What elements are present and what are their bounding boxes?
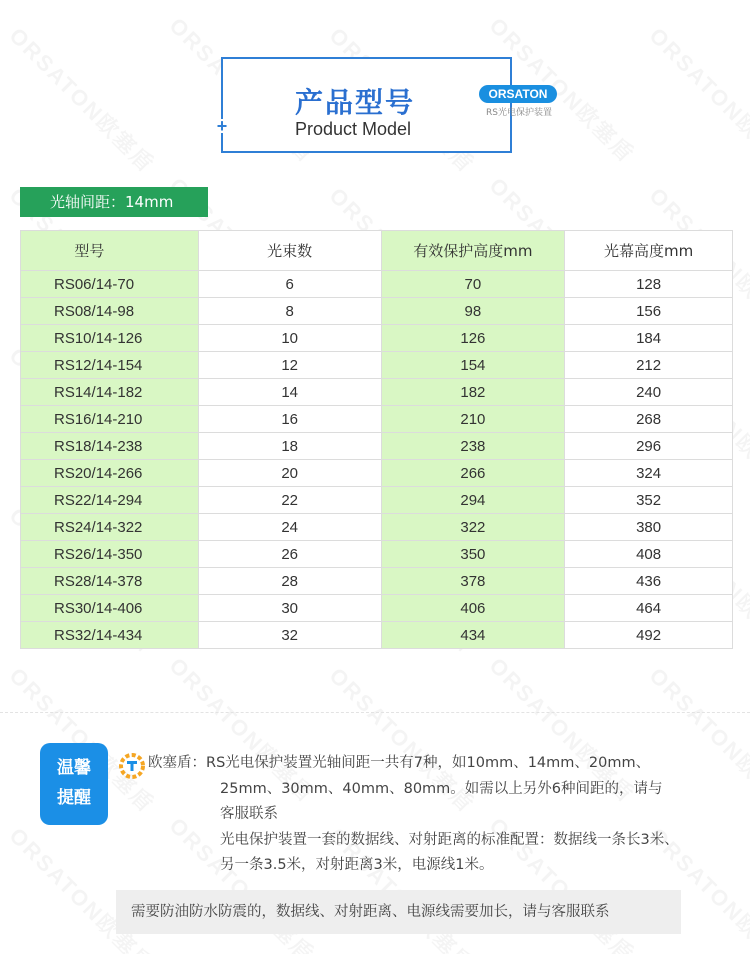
header-model: 型号 — [21, 231, 199, 271]
cell-model: RS30/14-406 — [21, 595, 199, 622]
cell-protection-height: 154 — [381, 352, 565, 379]
notice-text — [148, 751, 728, 879]
cell-beam-count: 14 — [198, 379, 381, 406]
cell-model: RS32/14-434 — [21, 622, 199, 649]
model-spec-table — [20, 230, 733, 649]
cell-model: RS18/14-238 — [21, 433, 199, 460]
cell-beam-count: 10 — [198, 325, 381, 352]
cell-protection-height: 126 — [381, 325, 565, 352]
notice-badge-line1: 温馨 — [57, 758, 91, 778]
cell-model: RS22/14-294 — [21, 487, 199, 514]
plus-icon: + — [216, 116, 228, 136]
section-divider — [0, 712, 750, 713]
brand-gear-logo-icon — [118, 752, 146, 780]
cell-beam-count: 24 — [198, 514, 381, 541]
cell-protection-height: 266 — [381, 460, 565, 487]
cell-beam-count: 20 — [198, 460, 381, 487]
brand-subtitle: RS光电保护装置 — [486, 108, 552, 118]
notice-badge-line2: 提醒 — [57, 788, 91, 808]
cell-curtain-height: 380 — [565, 514, 733, 541]
cell-protection-height: 322 — [381, 514, 565, 541]
table-row — [21, 622, 733, 649]
cell-model: RS10/14-126 — [21, 325, 199, 352]
cell-model: RS12/14-154 — [21, 352, 199, 379]
table-row — [21, 433, 733, 460]
cell-curtain-height: 492 — [565, 622, 733, 649]
cell-curtain-height: 268 — [565, 406, 733, 433]
cell-model: RS26/14-350 — [21, 541, 199, 568]
notice-line: 光电保护装置一套的数据线、对射距离的标准配置：数据线一条长3米、 — [220, 831, 679, 848]
table-row — [21, 595, 733, 622]
cell-curtain-height: 212 — [565, 352, 733, 379]
cell-protection-height: 406 — [381, 595, 565, 622]
cell-protection-height: 350 — [381, 541, 565, 568]
cell-beam-count: 18 — [198, 433, 381, 460]
table-row — [21, 406, 733, 433]
notice-line: 25mm、30mm、40mm、80mm。如需以上另外6种间距的，请与 — [220, 780, 663, 797]
cell-protection-height: 378 — [381, 568, 565, 595]
cell-curtain-height: 240 — [565, 379, 733, 406]
cell-model: RS24/14-322 — [21, 514, 199, 541]
cell-beam-count: 12 — [198, 352, 381, 379]
brand-logo-badge: ORSATON — [479, 85, 557, 103]
cell-curtain-height: 408 — [565, 541, 733, 568]
notice-line: 客服联系 — [220, 806, 278, 822]
cell-curtain-height: 352 — [565, 487, 733, 514]
table-row — [21, 487, 733, 514]
notice-line: 欧塞盾：RS光电保护装置光轴间距一共有7种，如10mm、14mm、20mm、 — [148, 755, 651, 771]
cell-curtain-height: 464 — [565, 595, 733, 622]
cell-curtain-height: 436 — [565, 568, 733, 595]
table-header-row — [21, 231, 733, 271]
cell-model: RS20/14-266 — [21, 460, 199, 487]
footer-note: 需要防油防水防震的，数据线、对射距离、电源线需要加长，请与客服联系 — [116, 890, 681, 934]
table-row — [21, 541, 733, 568]
cell-protection-height: 238 — [381, 433, 565, 460]
cell-model: RS08/14-98 — [21, 298, 199, 325]
cell-beam-count: 32 — [198, 622, 381, 649]
cell-curtain-height: 156 — [565, 298, 733, 325]
cell-model: RS16/14-210 — [21, 406, 199, 433]
cell-curtain-height: 184 — [565, 325, 733, 352]
header-beam-count: 光束数 — [198, 231, 381, 271]
notice-line: 另一条3.5米，对射距离3米，电源线1米。 — [220, 857, 494, 873]
cell-curtain-height: 324 — [565, 460, 733, 487]
cell-curtain-height: 128 — [565, 271, 733, 298]
cell-protection-height: 210 — [381, 406, 565, 433]
header-curtain-height: 光幕高度mm — [565, 231, 733, 271]
table-row — [21, 514, 733, 541]
axis-spacing-tag: 光轴间距：14mm — [20, 187, 208, 217]
notice-badge — [40, 743, 108, 825]
cell-protection-height: 98 — [381, 298, 565, 325]
page-title: 产品型号 — [295, 86, 416, 119]
table-row — [21, 271, 733, 298]
cell-model: RS14/14-182 — [21, 379, 199, 406]
header-protection-height: 有效保护高度mm — [381, 231, 565, 271]
table-row — [21, 379, 733, 406]
cell-model: RS06/14-70 — [21, 271, 199, 298]
cell-beam-count: 22 — [198, 487, 381, 514]
cell-beam-count: 30 — [198, 595, 381, 622]
cell-beam-count: 26 — [198, 541, 381, 568]
cell-protection-height: 294 — [381, 487, 565, 514]
table-row — [21, 352, 733, 379]
cell-beam-count: 6 — [198, 271, 381, 298]
cell-protection-height: 182 — [381, 379, 565, 406]
table-row — [21, 298, 733, 325]
table-row — [21, 460, 733, 487]
cell-beam-count: 8 — [198, 298, 381, 325]
watermark-text — [643, 20, 750, 179]
table-row — [21, 325, 733, 352]
watermark-text — [3, 20, 162, 179]
cell-model: RS28/14-378 — [21, 568, 199, 595]
cell-protection-height: 70 — [381, 271, 565, 298]
cell-curtain-height: 296 — [565, 433, 733, 460]
page-subtitle: Product Model — [295, 119, 412, 139]
table-row — [21, 568, 733, 595]
cell-beam-count: 16 — [198, 406, 381, 433]
cell-protection-height: 434 — [381, 622, 565, 649]
product-model-title-box — [216, 57, 552, 153]
cell-beam-count: 28 — [198, 568, 381, 595]
